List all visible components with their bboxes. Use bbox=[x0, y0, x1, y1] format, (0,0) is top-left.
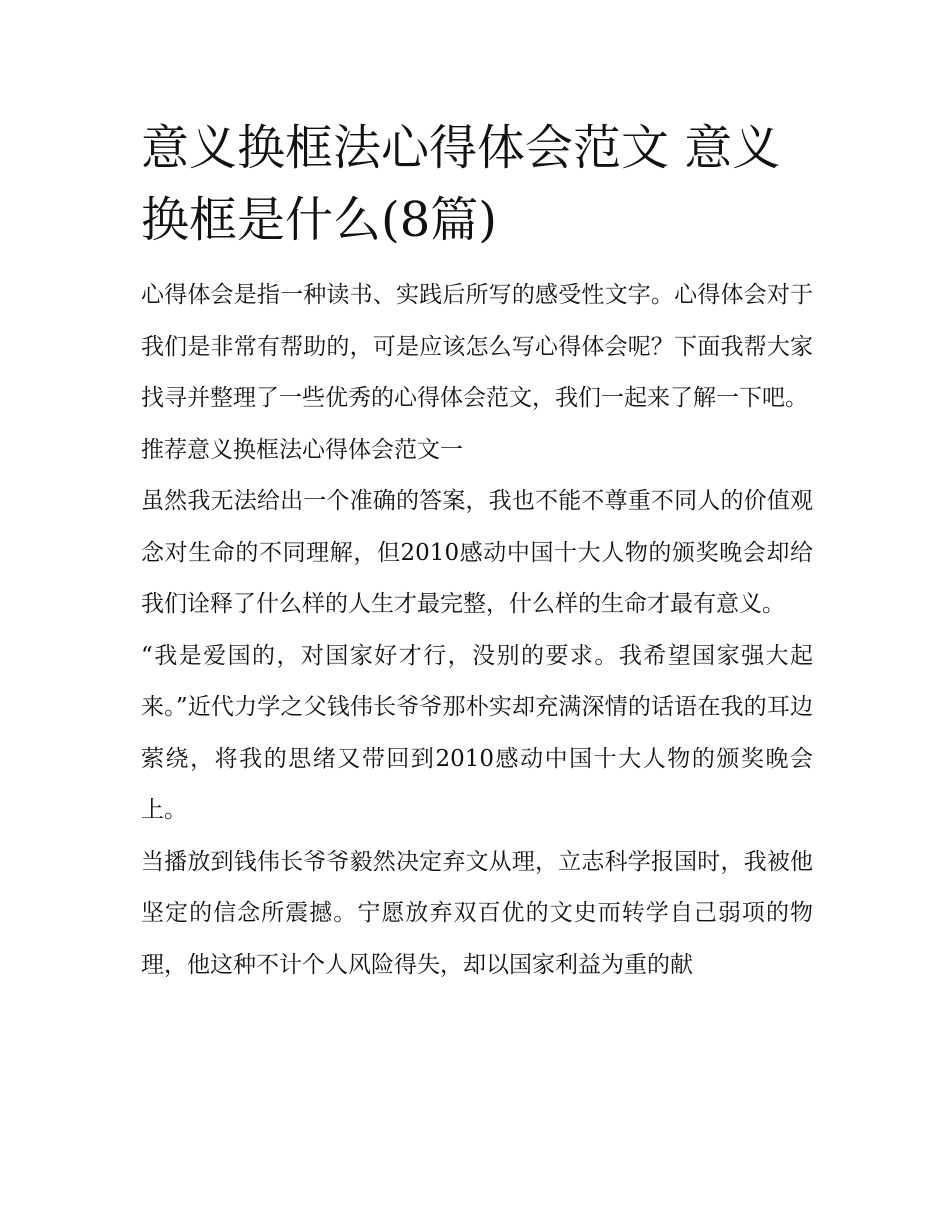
body-paragraph: 当播放到钱伟长爷爷毅然决定弃文从理，立志科学报国时，我被他坚定的信念所震撼。宁愿放弃双百优的文史而转学自己弱项的物理，他这种不计个人风险得失，却以国家利益为重的献 bbox=[141, 848, 813, 978]
body-paragraph: 虽然我无法给出一个准确的答案，我也不能不尊重不同人的价值观念对生命的不同理解，但2010感动中国十大人物的颁奖晚会却给我们诠释了什么样的人生才最完整，什么样的生命才最有意义。 bbox=[141, 488, 813, 617]
body-paragraph: “我是爱国的，对国家好才行，没别的要求。我希望国家强大起来。”近代力学之父钱伟长爷爷那朴实却充满深情的话语在我的耳边萦绕，将我的思绪又带回到2010感动中国十大人物的颁奖晚会上。 bbox=[141, 642, 813, 823]
intro-paragraph: 心得体会是指一种读书、实践后所写的感受性文字。心得体会对于我们是非常有帮助的，可是应该怎么写心得体会呢？下面我帮大家找寻并整理了一些优秀的心得体会范文，我们一起来了解一下吧。 bbox=[141, 282, 813, 411]
document-title: 意义换框法心得体会范文 意义换框是什么(8篇) bbox=[141, 120, 781, 248]
document-content bbox=[141, 112, 813, 991]
section-heading: 推荐意义换框法心得体会范文一 bbox=[141, 436, 463, 463]
